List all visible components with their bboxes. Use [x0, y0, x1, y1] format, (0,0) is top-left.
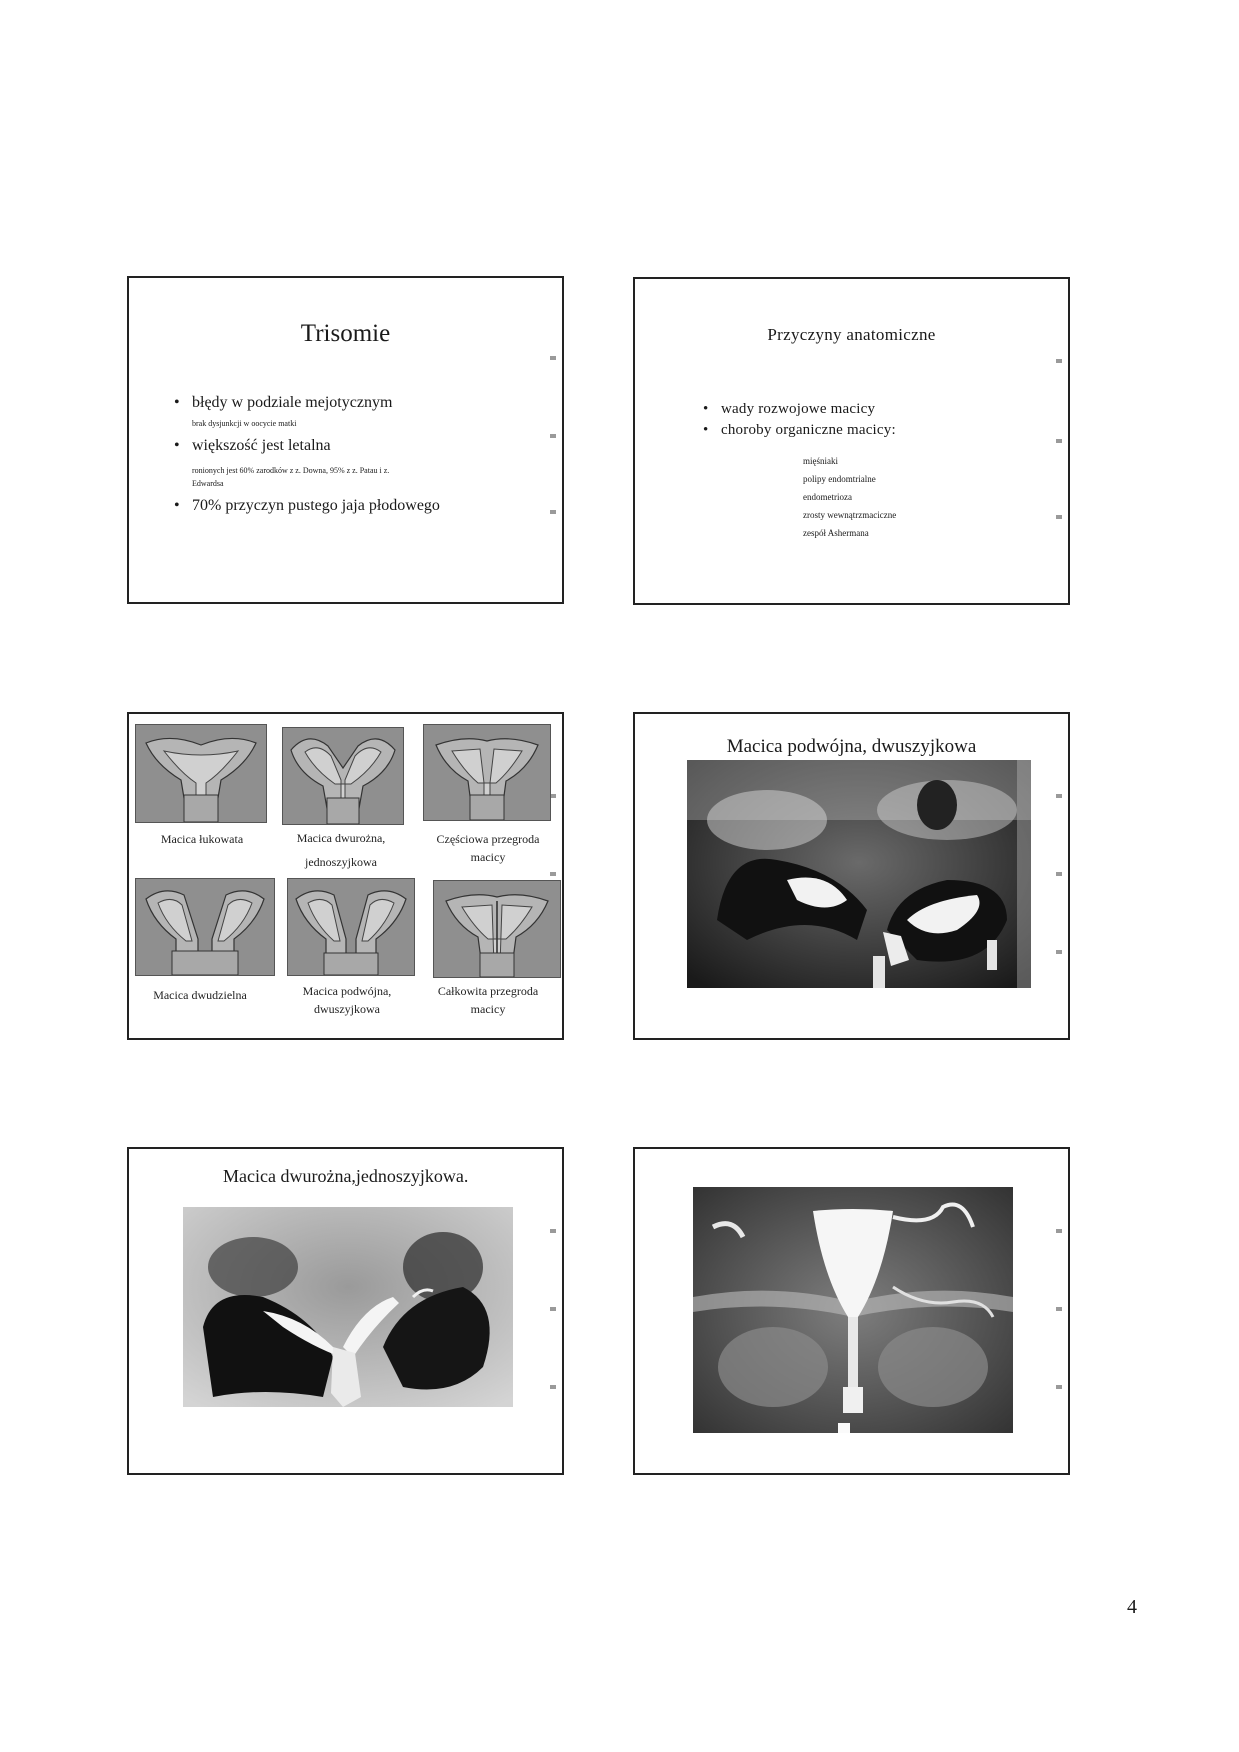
- slide-tick: [1056, 359, 1062, 363]
- slide-tick: [1056, 1307, 1062, 1311]
- diagram-caption: Macica łukowata: [160, 832, 244, 846]
- slide-tick: [1056, 1229, 1062, 1233]
- sub-list: [803, 452, 896, 542]
- bullet-item: • większość jest letalna: [174, 436, 554, 456]
- bullet-item: • 70% przyczyn pustego jaja płodowego: [174, 496, 554, 516]
- slide-macica-podwojna: [633, 712, 1070, 1040]
- diagram-didelphys-split: [135, 878, 275, 976]
- xray-image: [183, 1207, 513, 1407]
- slide-title: Trisomie: [300, 320, 391, 347]
- slide-trisomie: [127, 276, 564, 604]
- diagram-caption: Całkowita przegroda macicy: [437, 984, 539, 1016]
- sub-item: zrosty wewnątrzmaciczne: [803, 510, 897, 520]
- bullet-item: • wady rozwojowe macicy: [703, 399, 1043, 420]
- diagram-caption: Macica dwurożna, jednoszyjkowa: [296, 831, 386, 869]
- slide-title: Macica podwójna, dwuszyjkowa: [726, 736, 977, 757]
- slide-uterine-diagrams: [127, 712, 564, 1040]
- slide-macica-dwurozna: [127, 1147, 564, 1475]
- diagram-arcuate: [135, 724, 267, 823]
- xray-image: [693, 1187, 1013, 1433]
- slide-tick: [1056, 872, 1062, 876]
- slide-przyczyny-anatomiczne: [633, 277, 1070, 605]
- diagram-complete-septum: [433, 880, 561, 978]
- slide-tick: [550, 1229, 556, 1233]
- sub-item: zespół Ashermana: [803, 528, 869, 538]
- sub-item: endometrioza: [803, 492, 852, 502]
- slide-tick: [550, 1385, 556, 1389]
- bullet-list: [174, 393, 554, 516]
- slide-tick: [550, 1307, 556, 1311]
- bullet-item: • błędy w podziale mejotycznym: [174, 393, 554, 413]
- diagram-didelphys: [287, 878, 415, 976]
- page-number: 4: [1127, 1596, 1137, 1618]
- sub-item: polipy endomtrialne: [803, 474, 876, 484]
- diagram-caption: Macica podwójna, dwuszyjkowa: [302, 984, 392, 1016]
- slide-tick: [1056, 515, 1062, 519]
- bullet-item: • choroby organiczne macicy:: [703, 420, 1043, 441]
- diagram-bicornuate: [282, 727, 404, 825]
- slide-tick: [550, 356, 556, 360]
- diagram-caption: Częściowa przegroda macicy: [436, 832, 540, 864]
- bullet-list: [703, 399, 1043, 441]
- bullet-note: brak dysjunkcji w oocycie matki: [192, 419, 297, 428]
- slide-tick: [1056, 950, 1062, 954]
- diagram-partial-septum: [423, 724, 551, 821]
- slide-tick: [1056, 439, 1062, 443]
- xray-image: [687, 760, 1031, 988]
- slide-tick: [550, 872, 556, 876]
- slide-hsg-image: [633, 1147, 1070, 1475]
- slide-tick: [1056, 794, 1062, 798]
- sub-item: mięśniaki: [803, 456, 838, 466]
- slide-title: Macica dwurożna,jednoszyjkowa.: [223, 1166, 469, 1186]
- slide-title: Przyczyny anatomiczne: [767, 325, 936, 344]
- diagram-caption: Macica dwudzielna: [153, 988, 247, 1002]
- bullet-note: ronionych jest 60% zarodków z z. Downa, 95% z z. Patau i z. Edwardsa: [192, 466, 390, 488]
- slide-tick: [1056, 1385, 1062, 1389]
